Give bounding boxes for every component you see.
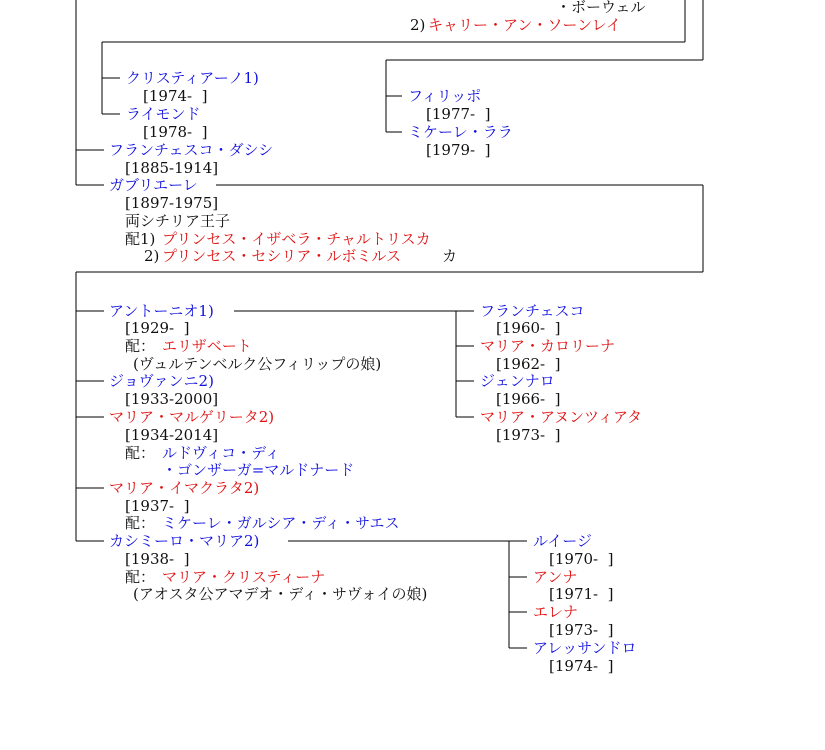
gabriele-spouse2-suffix: カ — [442, 247, 458, 265]
filippo-name[interactable]: フィリッポ — [408, 87, 482, 105]
raimondo-name[interactable]: ライモンド — [126, 105, 201, 123]
casimiro-child-name[interactable]: アレッサンドロ — [533, 639, 637, 657]
casimiro-child-dates: [1973- ] — [549, 621, 614, 639]
gabriele-name[interactable]: ガブリエーレ — [109, 176, 198, 194]
antonio-child-dates: [1960- ] — [496, 319, 561, 337]
casimiro-name[interactable]: カシミーロ・マリア2) — [109, 532, 260, 550]
antonio-spouse-name[interactable]: エリザベート — [162, 337, 252, 355]
raimondo-dates: [1978- ] — [143, 123, 208, 141]
antonio-spouse-note: (ヴュルテンベルク公フィリップの娘) — [133, 355, 382, 373]
casimiro-spouse-prefix: 配： — [125, 568, 156, 586]
margherita-dates: [1934-2014] — [125, 426, 219, 444]
francesco-dassisi-dates: [1885-1914] — [125, 159, 219, 177]
antonio-child-name[interactable]: マリア・アヌンツィアタ — [480, 408, 643, 426]
cristiano-dates: [1974- ] — [143, 87, 208, 105]
casimiro-child-dates: [1971- ] — [549, 585, 614, 603]
gabriele-dates: [1897-1975] — [125, 194, 219, 212]
gabriele-spouse1-prefix: 配1) — [125, 230, 156, 248]
immacolata-name[interactable]: マリア・イマクラタ2) — [109, 479, 260, 497]
antonio-child-name[interactable]: フランチェスコ — [480, 302, 585, 320]
casimiro-child-dates: [1974- ] — [549, 657, 614, 675]
filippo-dates: [1977- ] — [426, 105, 491, 123]
giovanni-dates: [1933-2000] — [125, 390, 219, 408]
antonio-name[interactable]: アントーニオ1) — [109, 302, 214, 320]
casimiro-child-name[interactable]: エレナ — [533, 603, 579, 621]
carrie-ann-thornley-name[interactable]: キャリー・アン・ソーンレイ — [428, 16, 621, 34]
immacolata-dates: [1937- ] — [125, 497, 190, 515]
immacolata-spouse-prefix: 配： — [125, 514, 156, 532]
antonio-spouse-prefix: 配： — [125, 337, 156, 355]
margherita-spouse-prefix: 配： — [125, 444, 156, 462]
gabriele-spouse2-prefix: 2) — [144, 247, 160, 265]
antonio-child-dates: [1962- ] — [496, 355, 561, 373]
spouse2-prefix: 2) — [410, 16, 426, 34]
antonio-child-dates: [1973- ] — [496, 426, 561, 444]
francesco-dassisi-name[interactable]: フランチェスコ・ダシシ — [109, 141, 274, 159]
casimiro-child-dates: [1970- ] — [549, 550, 614, 568]
michele-lara-dates: [1979- ] — [426, 141, 491, 159]
antonio-child-name[interactable]: ジェンナロ — [480, 372, 555, 390]
gabriele-title: 両シチリア王子 — [125, 212, 231, 230]
antonio-child-name[interactable]: マリア・カロリーナ — [480, 337, 616, 355]
bowell-name-fragment: ・ボーウェル — [556, 0, 646, 16]
antonio-child-dates: [1966- ] — [496, 390, 561, 408]
casimiro-spouse-name[interactable]: マリア・クリスティーナ — [162, 568, 326, 586]
michele-lara-name[interactable]: ミケーレ・ララ — [408, 123, 513, 141]
gabriele-spouse2-name[interactable]: プリンセス・セシリア・ルボミルス — [162, 247, 401, 265]
immacolata-spouse-name[interactable]: ミケーレ・ガルシア・ディ・サエス — [162, 514, 400, 532]
giovanni-name[interactable]: ジョヴァンニ2) — [109, 372, 214, 390]
antonio-dates: [1929- ] — [125, 319, 190, 337]
margherita-spouse-name[interactable]: ルドヴィコ・ディ — [162, 444, 280, 462]
cristiano-name[interactable]: クリスティアーノ1) — [126, 69, 259, 87]
margherita-name[interactable]: マリア・マルゲリータ2) — [109, 408, 275, 426]
casimiro-child-name[interactable]: ルイージ — [533, 532, 592, 550]
casimiro-spouse-note: (アオスタ公アマデオ・ディ・サヴォイの娘) — [133, 585, 428, 603]
casimiro-dates: [1938- ] — [125, 550, 190, 568]
gabriele-spouse1-name[interactable]: プリンセス・イザベラ・チャルトリスカ — [162, 230, 431, 248]
casimiro-child-name[interactable]: アンナ — [533, 568, 578, 586]
margherita-spouse-name-cont[interactable]: ・ゴンザーガ=マルドナード — [162, 461, 355, 479]
